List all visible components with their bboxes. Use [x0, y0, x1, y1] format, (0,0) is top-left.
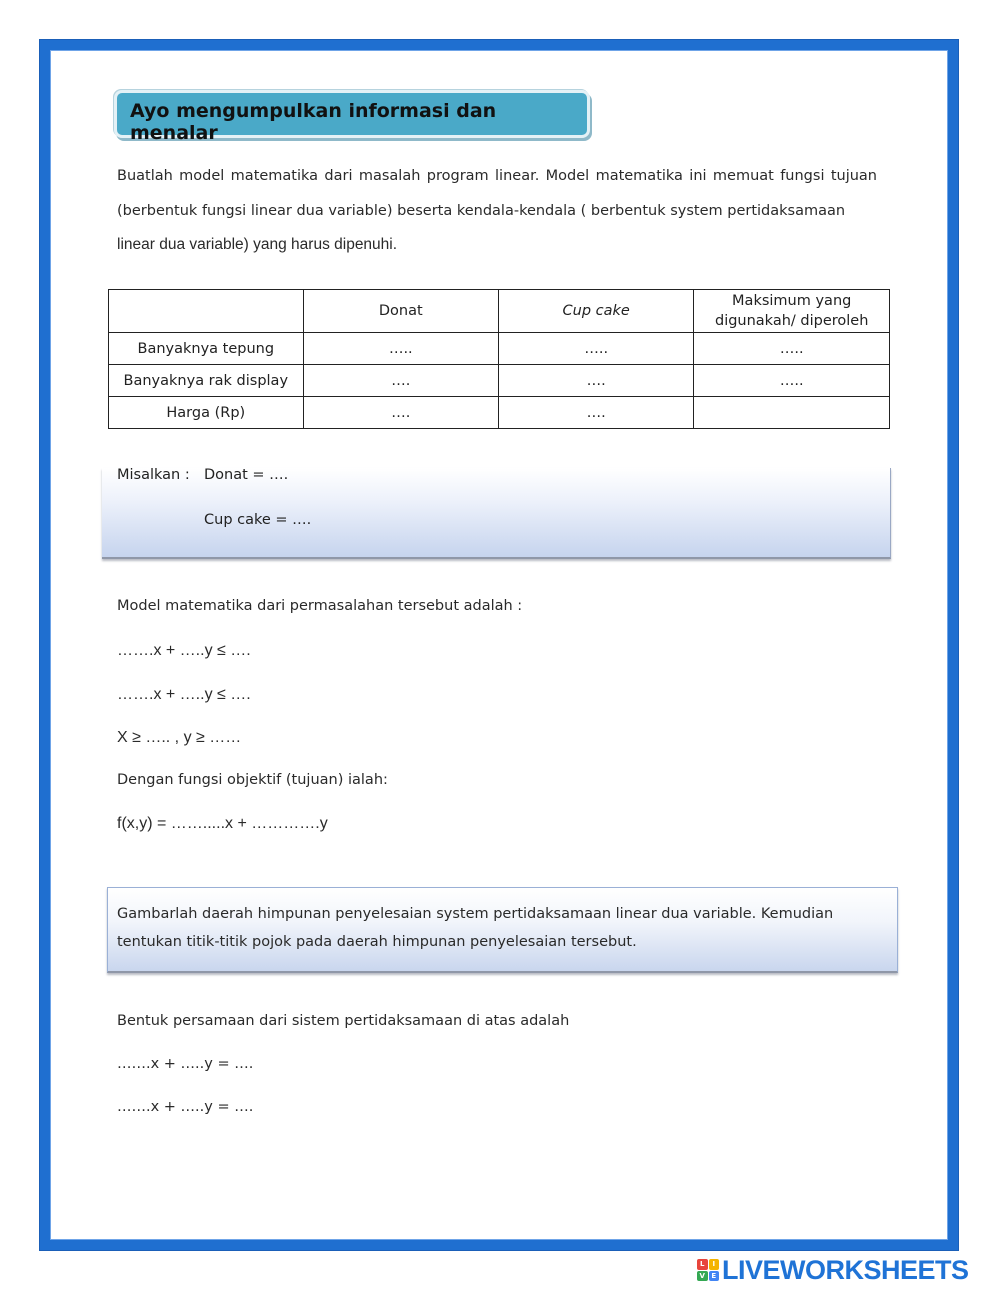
row-label-tepung: Banyaknya tepung	[109, 333, 304, 365]
cell-rak-cupcake[interactable]: ….	[499, 365, 694, 397]
misalkan-donat[interactable]: Donat = ….	[204, 467, 289, 483]
cell-harga-cupcake[interactable]: ….	[499, 397, 694, 429]
table-header-empty	[109, 290, 304, 333]
logo-letter-e: E	[709, 1271, 720, 1282]
liveworksheets-logo-icon	[697, 1259, 719, 1281]
cell-harga-donat[interactable]: ….	[303, 397, 498, 429]
table-row	[109, 365, 890, 397]
objective-heading: Dengan fungsi objektif (tujuan) ialah:	[117, 772, 388, 788]
table-header-max-line2: digunakah/ diperoleh	[714, 313, 869, 329]
model-eq-2[interactable]: …….x + …..y ≤ ….	[117, 686, 251, 703]
row-label-harga: Harga (Rp)	[109, 397, 304, 429]
cell-tepung-max[interactable]: …..	[694, 333, 890, 365]
objective-function[interactable]: f(x,y) = …….....x + ………….y	[117, 815, 328, 832]
table-row	[109, 397, 890, 429]
table-header-max	[694, 290, 890, 333]
intro-line-3: linear dua variable) yang harus dipenuhi.	[117, 236, 398, 253]
cell-tepung-cupcake[interactable]: …..	[499, 333, 694, 365]
intro-line-2: (berbentuk fungsi linear dua variable) beserta kendala-kendala ( berbentuk system pertidaksamaan	[117, 203, 846, 219]
model-heading: Model matematika dari permasalahan tersebut adalah :	[117, 598, 523, 614]
data-table	[108, 289, 890, 429]
logo-letter-l: L	[697, 1259, 708, 1270]
brand-name: LIVEWORKSHEETS	[722, 1254, 969, 1285]
cell-rak-donat[interactable]: ….	[303, 365, 498, 397]
row-label-rak: Banyaknya rak display	[109, 365, 304, 397]
table-header-cupcake: Cup cake	[499, 290, 694, 333]
persamaan-eq-2[interactable]: …….x + …..y = ….	[117, 1099, 254, 1115]
logo-letter-i: I	[709, 1259, 720, 1270]
instruction-line-2: tentukan titik-titik pojok pada daerah himpunan penyelesaian tersebut.	[117, 934, 637, 950]
liveworksheets-logo	[697, 1254, 969, 1286]
instruction-text	[117, 900, 887, 956]
instruction-line-1: Gambarlah daerah himpunan penyelesaian system pertidaksamaan linear dua variable. Kemudian	[117, 906, 834, 922]
misalkan-label: Misalkan :	[117, 467, 190, 483]
cell-rak-max[interactable]: …..	[694, 365, 890, 397]
cell-harga-max	[694, 397, 890, 429]
model-eq-1[interactable]: …….x + …..y ≤ ….	[117, 642, 251, 659]
misalkan-cupcake[interactable]: Cup cake = ….	[204, 512, 312, 528]
cell-tepung-donat[interactable]: …..	[303, 333, 498, 365]
model-eq-3[interactable]: X ≥ ….. , y ≥ ……	[117, 729, 242, 746]
table-header-donat: Donat	[303, 290, 498, 333]
table-header-max-line1: Maksimum yang	[732, 293, 852, 309]
section-title: Ayo mengumpulkan informasi dan menalar	[114, 90, 590, 138]
logo-letter-v: V	[697, 1271, 708, 1282]
persamaan-eq-1[interactable]: …….x + …..y = ….	[117, 1056, 254, 1072]
table-header-row	[109, 290, 890, 333]
persamaan-heading: Bentuk persamaan dari sistem pertidaksamaan di atas adalah	[117, 1013, 570, 1029]
intro-line-1: Buatlah model matematika dari masalah program linear. Model matematika ini memuat fungsi tujuan	[117, 168, 877, 184]
table-row	[109, 333, 890, 365]
